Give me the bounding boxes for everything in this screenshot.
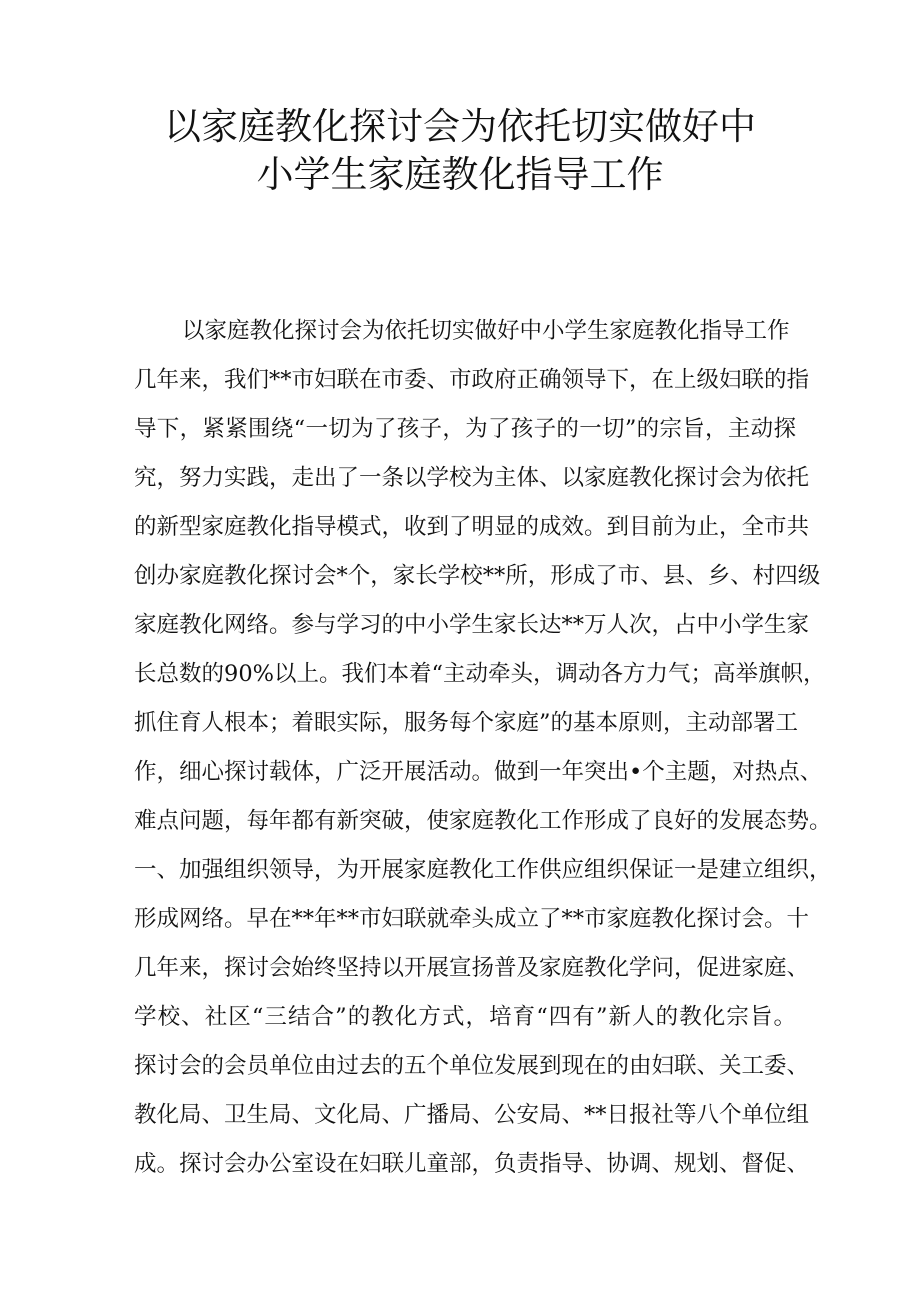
body-line: 导下，紧紧围绕“一切为了孩子，为了孩子的一切”的宗旨，主动探 [134, 416, 796, 442]
body-line: 的新型家庭教化指导模式，收到了明显的成效。到目前为止，全市共 [134, 514, 810, 540]
document-title-line-1: 以家庭教化探讨会为依托切实做好中 [164, 105, 756, 148]
body-line: 难点问题，每年都有新突破，使家庭教化工作形成了良好的发展态势。 [134, 808, 832, 834]
document-title-line-2: 小学生家庭教化指导工作 [256, 153, 664, 196]
body-line: 究，努力实践，走出了一条以学校为主体、以家庭教化探讨会为依托 [134, 465, 810, 491]
body-line: 抓住育人根本；着眼实际，服务每个家庭”的基本原则，主动部署工 [134, 710, 799, 736]
body-line: 教化局、卫生局、文化局、广播局、公安局、**日报社等八个单位组 [134, 1102, 810, 1128]
body-line: 一、加强组织领导，为开展家庭教化工作供应组织保证一是建立组织， [134, 857, 832, 883]
body-line: 成。探讨会办公室设在妇联儿童部，负责指导、协调、规划、督促、 [134, 1151, 810, 1177]
body-line: 几年来，探讨会始终坚持以开展宣扬普及家庭教化学问，促进家庭、 [134, 955, 810, 981]
paragraph-heading: 以家庭教化探讨会为依托切实做好中小学生家庭教化指导工作 [182, 318, 790, 344]
body-line: 长总数的90%以上。我们本着“主动牵头，调动各方力气；高举旗帜， [134, 661, 826, 687]
body-line: 家庭教化网络。参与学习的中小学生家长达**万人次，占中小学生家 [134, 612, 810, 638]
body-line: 探讨会的会员单位由过去的五个单位发展到现在的由妇联、关工委、 [134, 1053, 810, 1079]
body-line: 学校、社区“三结合”的教化方式，培育“四有”新人的教化宗旨。 [134, 1004, 796, 1030]
body-line: 创办家庭教化探讨会*个，家长学校**所，形成了市、县、乡、村四级 [134, 563, 821, 589]
body-line: 作，细心探讨载体，广泛开展活动。做到一年突出•个主题，对热点、 [134, 759, 823, 785]
body-line: 几年来，我们**市妇联在市委、市政府正确领导下，在上级妇联的指 [134, 367, 810, 393]
body-line: 形成网络。早在**年**市妇联就牵头成立了**市家庭教化探讨会。十 [134, 906, 810, 932]
